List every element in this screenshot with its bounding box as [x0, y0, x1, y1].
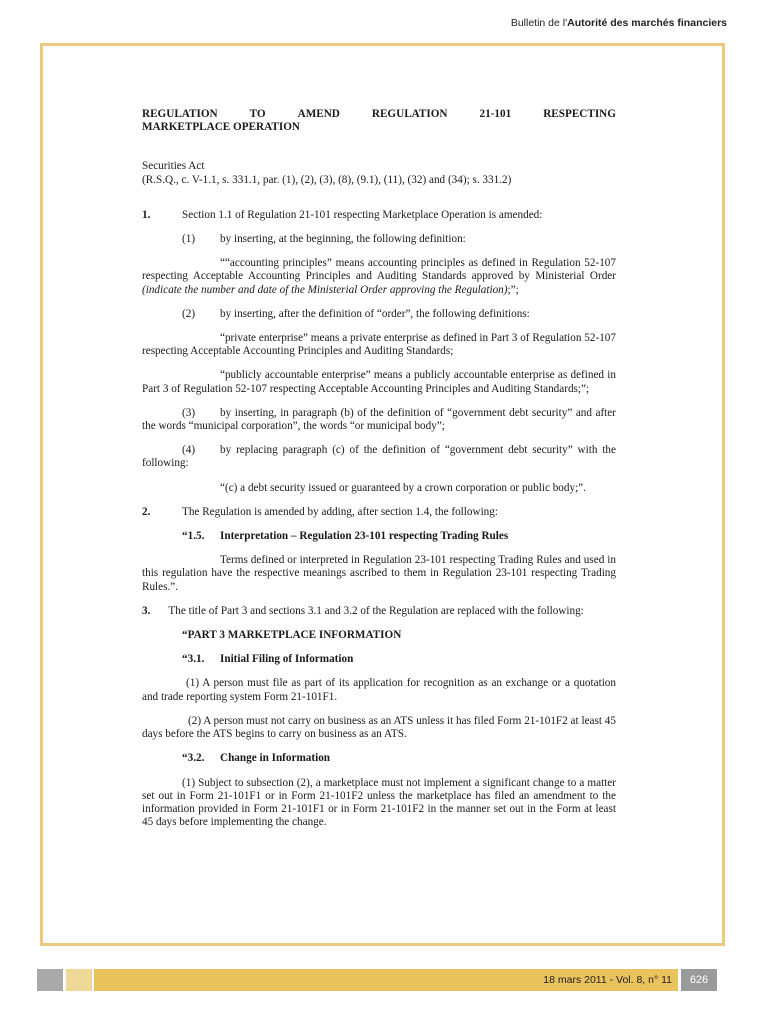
definition-publicly-accountable-enterprise: “publicly accountable enterprise” means a publicly accountable enterprise as defined in Part 3 of Regulation 52-107 respecting Acceptable Accounting Principles and Auditing Standards;”;	[142, 369, 616, 395]
heading-text: Change in Information	[220, 752, 331, 765]
section-3-2-heading	[142, 752, 616, 765]
paragraph-text: by inserting, in paragraph (b) of the definition of “government debt security” and after the words “municipal corporation”, the words “or municipal body”;	[142, 406, 616, 433]
section-text: Section 1.1 of Regulation 21-101 respecting Marketplace Operation is amended:	[182, 208, 543, 221]
section-1-5-heading	[142, 530, 616, 543]
page-number: 626	[681, 969, 717, 991]
paragraph-text: by replacing paragraph (c) of the definition of “government debt security” with the following:	[142, 444, 616, 470]
header-publisher: Autorité des marchés financiers	[567, 17, 727, 29]
definition-text: ““accounting principles” means accounting principles as defined in Regulation 52-107 respecting Acceptable Accounting Principles and Auditing Standards approved by Ministerial Order	[142, 257, 616, 283]
bulletin-header	[511, 17, 727, 29]
title-word: REGULATION	[371, 108, 448, 120]
section-1-5-body: Terms defined or interpreted in Regulation 23-101 respecting Trading Rules and used in this regulation have the respective meanings ascribed to them in Regulation 23-101 respecting Trading Rules.”.	[142, 554, 616, 593]
title-word: TO	[249, 108, 266, 120]
heading-number: “3.2.	[182, 752, 205, 765]
section-3-1-subsection-1: (1) A person must file as part of its application for recognition as an exchange or a quotation and trade reporting system Form 21-101F1.	[142, 677, 616, 703]
paragraph-4	[142, 444, 616, 470]
title-word: RESPECTING	[543, 108, 616, 120]
paragraph-text: by inserting, after the definition of “order”, the following definitions:	[220, 307, 530, 320]
regulation-title	[142, 108, 616, 121]
footer-band	[94, 969, 678, 991]
footer-bar	[0, 969, 770, 991]
paragraph-label: (2)	[182, 307, 196, 320]
header-prefix: Bulletin de l'	[510, 17, 568, 29]
regulation-title-line2: MARKETPLACE OPERATION	[142, 121, 300, 134]
section-number: 3.	[142, 604, 151, 617]
section-text: The title of Part 3 and sections 3.1 and 3.2 of the Regulation are replaced with the following:	[168, 604, 584, 617]
definition-end: ;”;	[507, 283, 519, 296]
paragraph-text: by inserting, at the beginning, the following definition:	[220, 233, 466, 246]
definition-accounting-principles	[142, 257, 616, 297]
heading-text: Initial Filing of Information	[220, 653, 354, 666]
section-3-1-heading	[142, 653, 616, 666]
footer-block-gray	[37, 969, 63, 991]
section-text: The Regulation is amended by adding, after section 1.4, the following:	[182, 505, 498, 518]
paragraph-3	[142, 407, 616, 433]
section-2	[142, 506, 616, 519]
act-name: Securities Act	[142, 160, 205, 173]
issue-date: 18 mars 2011 - Vol. 8, n° 11	[543, 974, 672, 986]
section-3	[142, 605, 616, 618]
title-word: AMEND	[297, 108, 340, 120]
definition-italic: (indicate the number and date of the Ministerial Order approving the Regulation)	[142, 283, 508, 296]
paragraph-label: (1)	[182, 233, 196, 246]
act-references: (R.S.Q., c. V-1.1, s. 331.1, par. (1), (2), (3), (8), (9.1), (11), (32) and (34); s. 331.2)	[142, 173, 512, 186]
title-word: REGULATION	[142, 108, 218, 120]
section-number: 2.	[142, 505, 151, 518]
paragraph-label: (3)	[182, 406, 196, 419]
definition-private-enterprise: “private enterprise” means a private enterprise as defined in Part 3 of Regulation 52-107 respecting Acceptable Accounting Principles and Auditing Standards;	[142, 332, 616, 358]
section-3-2-subsection-1: (1) Subject to subsection (2), a marketplace must not implement a significant change to a matter set out in Form 21-101F1 or in Form 21-101F2 unless the marketplace has filed an amendment to the information provided in Form 21-101F1 or in Form 21-101F2 in the manner set out in the Form at least 45 days before implementing the change.	[142, 776, 616, 829]
heading-number: “1.5.	[182, 530, 205, 543]
enabling-act	[142, 160, 616, 186]
paragraph-2	[142, 308, 616, 321]
heading-text: Interpretation – Regulation 23-101 respecting Trading Rules	[220, 530, 509, 543]
part-3-title: “PART 3 MARKETPLACE INFORMATION	[182, 629, 402, 642]
section-1	[142, 209, 616, 222]
section-number: 1.	[142, 208, 151, 221]
paragraph-label: (4)	[182, 444, 196, 457]
paragraph-1	[142, 233, 616, 246]
title-word: 21-101	[479, 108, 512, 120]
heading-number: “3.1.	[182, 653, 205, 666]
footer-block-light	[66, 969, 92, 991]
definition-government-debt-c: “(c) a debt security issued or guaranteed by a crown corporation or public body;”.	[220, 481, 586, 494]
document-body	[142, 108, 616, 829]
section-3-1-subsection-2: (2) A person must not carry on business as an ATS unless it has filed Form 21-101F2 at least 45 days before the ATS begins to carry on business as an ATS.	[142, 714, 616, 741]
